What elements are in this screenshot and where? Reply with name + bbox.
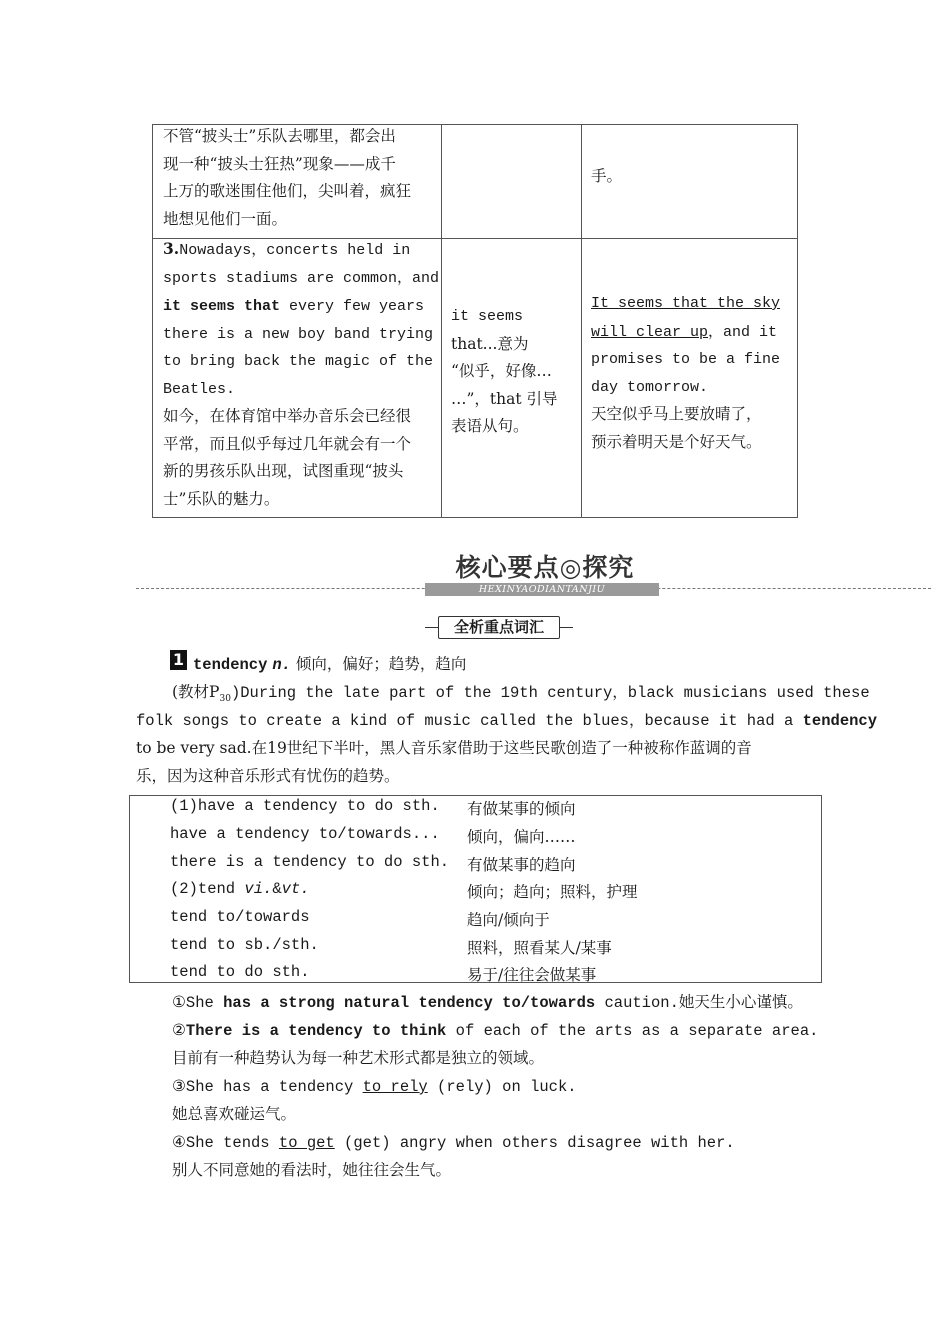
continuation-table bbox=[152, 124, 798, 518]
example-line-2: folk songs to create a kind of music called the blues，because it had a tendency bbox=[136, 712, 878, 730]
example-3-translation: 她总喜欢碰运气。 bbox=[172, 1105, 297, 1123]
row2-col2-explanation: it seems that...意为 “似乎，好像… …”，that 引导 表语从句。 bbox=[451, 308, 558, 435]
example-3: ③She has a tendency to rely (rely) on luck. bbox=[172, 1078, 577, 1096]
answer-blank: to get bbox=[278, 1134, 335, 1152]
example-line-1: (教材$P_{30})During$ the late part of the 19th century，black musicians used these bbox=[172, 683, 870, 705]
table-divider bbox=[581, 125, 582, 517]
example-4-translation: 别人不同意她的看法时，她往往会生气。 bbox=[172, 1161, 452, 1179]
subheading-label: 全析重点词汇 bbox=[438, 616, 560, 639]
subheading-box bbox=[425, 616, 573, 638]
row2-col1-sentence: 3.Nowadays，concerts held in sports stadiums are common，and it seems that every few years there is a new boy band trying to bring back the magic of the Beatles. 如今，在体育馆中举办音乐会已经很 平常，而且似乎每过几年就会有一个 新的男孩乐队出现，试图重现“披头 士”乐队的魅力。 bbox=[163, 239, 440, 508]
answer-blank: to rely bbox=[362, 1078, 428, 1096]
example-2-translation: 目前有一种趋势认为每一种艺术形式都是独立的领域。 bbox=[172, 1049, 545, 1067]
vocab-headword: tendency n. 倾向，偏好；趋势，趋向 bbox=[193, 655, 467, 674]
example-2: ②There is a tendency to think of each of the arts as a separate area. bbox=[172, 1021, 819, 1040]
key-phrase: it seems that bbox=[163, 298, 281, 315]
phrase-row: there is a tendency to do sth. 有做某事的趋向 bbox=[170, 853, 576, 874]
item-number-badge: 1 bbox=[170, 650, 187, 670]
phrase-row: (2)tend vi.&vt. 倾向；趋向；照料，护理 bbox=[170, 880, 638, 901]
phrase-row: (1)have a tendency to do sth. 有做某事的倾向 bbox=[170, 797, 576, 818]
example-4: ④She tends to get (get) angry when others disagree with her. bbox=[172, 1134, 735, 1152]
phrase-row: tend to sb./sth. 照料，照看某人/某事 bbox=[170, 936, 612, 957]
phrase-box bbox=[129, 795, 822, 983]
row1-col1-translation: 不管“披头士”乐队去哪里，都会出 现一种“披头士狂热”现象——成千 上万的歌迷围住他们，尖叫着，疯狂 地想见他们一面。 bbox=[163, 127, 412, 228]
section-title: 核心要点◎探究 bbox=[455, 553, 635, 582]
example-line-3: to be very sad.在19世纪下半叶，黑人音乐家借助于这些民歌创造了一种被称作蓝调的音 bbox=[136, 739, 752, 757]
phrase-row: tend to/towards 趋向/倾向于 bbox=[170, 908, 550, 929]
phrase-row: tend to do sth. 易于/往往会做某事 bbox=[170, 963, 597, 984]
example-1: ①She has a strong natural tendency to/towards caution.她天生小心谨慎。 bbox=[172, 994, 803, 1012]
section-subtitle: HEXINYAODIANTANJIU bbox=[478, 584, 606, 595]
example-line-4: 乐，因为这种音乐形式有忧伤的趋势。 bbox=[136, 767, 400, 785]
table-divider bbox=[441, 125, 442, 517]
row-number: 3. bbox=[163, 239, 180, 258]
row1-col3-text: 手。 bbox=[591, 167, 623, 185]
phrase-row: have a tendency to/towards... 倾向，偏向…… bbox=[170, 825, 576, 846]
row2-col3-example: It seems that the sky will clear up，and it promises to be a fine day tomorrow. 天空似乎马上要放晴了， 预示着明天是个好天气。 bbox=[591, 295, 781, 451]
